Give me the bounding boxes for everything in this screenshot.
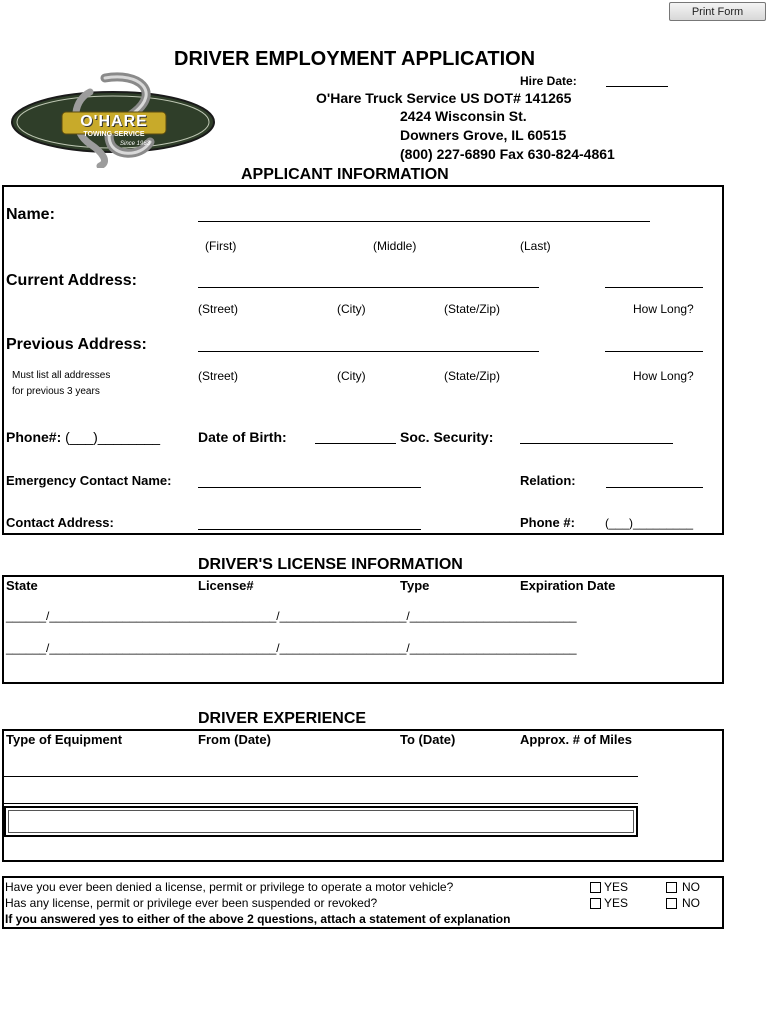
q2-yes-label: YES (604, 896, 629, 910)
experience-col-equipment: Type of Equipment (6, 732, 123, 747)
experience-heading: DRIVER EXPERIENCE (198, 710, 367, 727)
hire-date-field[interactable] (606, 86, 668, 87)
contact-address-label: Contact Address: (6, 515, 114, 530)
experience-col-from: From (Date) (198, 732, 271, 747)
current-address-label: Current Address: (6, 272, 137, 289)
relation-field[interactable] (606, 487, 703, 488)
dob-label: Date of Birth: (198, 429, 287, 445)
previous-how-long-field[interactable] (605, 351, 703, 352)
soc-security-label: Soc. Security: (400, 429, 494, 445)
previous-address-field[interactable] (198, 351, 539, 352)
how-long-label: How Long? (633, 302, 694, 316)
q1-yes-checkbox[interactable] (590, 882, 601, 893)
prev-street-label: (Street) (198, 369, 239, 383)
last-label: (Last) (520, 239, 551, 253)
q1-no-checkbox[interactable] (666, 882, 677, 893)
emergency-contact-label: Emergency Contact Name: (6, 473, 172, 488)
license-row-2[interactable]: ______/__________________________________/___________________/_________________________ (6, 641, 577, 655)
current-how-long-field[interactable] (605, 287, 703, 288)
experience-row-3-input[interactable] (4, 806, 638, 837)
logo-subtext: TOWING SERVICE (83, 131, 145, 138)
state-zip-label: (State/Zip) (444, 302, 501, 316)
prev-city-label: (City) (337, 369, 366, 383)
license-row-1[interactable]: ______/__________________________________/___________________/_________________________ (6, 609, 577, 623)
license-heading: DRIVER'S LICENSE INFORMATION (198, 556, 463, 573)
q2-yes-checkbox[interactable] (590, 898, 601, 909)
license-col-state: State (6, 578, 38, 593)
question-suspended: Has any license, permit or privilege ever been suspended or revoked? (5, 896, 378, 910)
license-section (2, 575, 724, 684)
name-field[interactable] (198, 221, 650, 222)
company-street: 2424 Wisconsin St. (400, 108, 527, 124)
street-label: (Street) (198, 302, 239, 316)
contact-phone-label: Phone #: (520, 515, 575, 530)
license-col-expiration: Expiration Date (520, 578, 616, 593)
experience-col-to: To (Date) (400, 732, 456, 747)
applicant-heading: APPLICANT INFORMATION (241, 166, 449, 183)
phone-field[interactable]: (___)________ (65, 429, 161, 445)
relation-label: Relation: (520, 473, 576, 488)
experience-row-1[interactable] (4, 776, 638, 777)
q1-yes-label: YES (604, 880, 629, 894)
q2-no-checkbox[interactable] (666, 898, 677, 909)
middle-label: (Middle) (373, 239, 417, 253)
license-col-number: License# (198, 578, 254, 593)
previous-years-note: for previous 3 years (12, 386, 100, 397)
phone-label-text: Phone#: (6, 429, 62, 445)
contact-phone-field[interactable]: (___)_________ (605, 516, 694, 530)
phone-label (6, 429, 160, 445)
q1-no-label: NO (682, 880, 700, 894)
experience-row-3-inner (8, 810, 634, 833)
city-label: (City) (337, 302, 366, 316)
q2-no-label: NO (682, 896, 700, 910)
question-denied: Have you ever been denied a license, permit or privilege to operate a motor vehicle? (5, 880, 454, 894)
company-city: Downers Grove, IL 60515 (400, 127, 567, 143)
page-title: DRIVER EMPLOYMENT APPLICATION (174, 48, 536, 70)
dob-field[interactable] (315, 443, 396, 444)
questions-note: If you answered yes to either of the above 2 questions, attach a statement of explanation (5, 912, 511, 926)
experience-section (2, 729, 724, 862)
name-label: Name: (6, 206, 55, 223)
prev-state-zip-label: (State/Zip) (444, 369, 501, 383)
emergency-contact-field[interactable] (198, 487, 421, 488)
logo-text: O'HARE (80, 113, 148, 130)
experience-col-miles: Approx. # of Miles (520, 732, 632, 747)
current-address-field[interactable] (198, 287, 539, 288)
company-phone: (800) 227-6890 Fax 630-824-4861 (400, 146, 615, 162)
experience-row-2[interactable] (4, 803, 638, 804)
must-list-note: Must list all addresses (12, 370, 111, 381)
first-label: (First) (205, 239, 237, 253)
print-form-button[interactable]: Print Form (669, 2, 766, 21)
license-col-type: Type (400, 578, 430, 593)
hire-date-label: Hire Date: (520, 74, 577, 88)
prev-how-long-label: How Long? (633, 369, 694, 383)
logo-since: Since 1963 (120, 141, 151, 147)
contact-address-field[interactable] (198, 529, 421, 530)
previous-address-label: Previous Address: (6, 336, 147, 353)
company-name-dot: O'Hare Truck Service US DOT# 141265 (316, 90, 572, 106)
soc-security-field[interactable] (520, 443, 673, 444)
company-logo (10, 72, 216, 168)
